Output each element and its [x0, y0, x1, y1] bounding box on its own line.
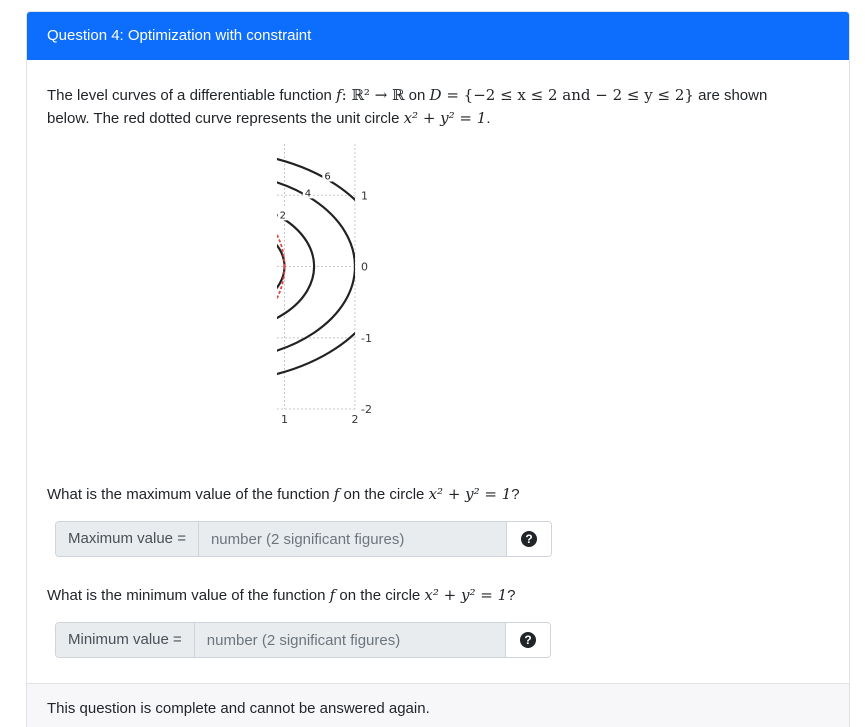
- intro-text-4: below. The red dotted curve represents the unit circle: [47, 110, 404, 127]
- q1-math-eq: x² + y² = 1: [428, 485, 512, 503]
- intro-math-domain: = {−2 ≤ x ≤ 2 and − 2 ≤ y ≤ 2}: [441, 86, 694, 104]
- q2-text-suffix: ?: [507, 587, 516, 604]
- contour-label-4: 4: [304, 188, 312, 200]
- intro-text-3: are shown: [693, 87, 768, 104]
- maximum-value-group: [55, 521, 552, 557]
- question-part-1: [47, 483, 520, 506]
- question-part-2: [47, 584, 515, 607]
- y-tick-label-right: 1: [361, 189, 368, 203]
- minimum-value-group: [55, 622, 551, 658]
- contour-label-2: 2: [279, 210, 287, 222]
- y-tick-label-right: 0: [361, 260, 368, 274]
- x-tick-label-bottom: 2: [351, 413, 359, 426]
- minimum-help-button[interactable]: [505, 623, 550, 657]
- q1-text-middle: on the circle: [339, 486, 429, 503]
- q2-math-f: f: [329, 586, 336, 604]
- intro-text-1: The level curves of a differentiable function: [47, 87, 337, 104]
- intro-math-f: f: [336, 86, 342, 104]
- question-card: [26, 11, 850, 727]
- question-title: Question 4: Optimization with constraint: [27, 12, 849, 60]
- q2-text-prefix: What is the minimum value of the function: [47, 587, 330, 604]
- minimum-value-label: Minimum value =: [56, 623, 195, 657]
- q1-text-suffix: ?: [511, 486, 520, 503]
- contour-label-6: 6: [324, 171, 331, 183]
- contour-level-4: [277, 172, 355, 360]
- q1-math-f: f: [333, 485, 340, 503]
- q2-text-middle: on the circle: [335, 587, 425, 604]
- maximum-value-input[interactable]: [199, 522, 506, 556]
- question-body: [27, 60, 849, 683]
- question-footer: This question is complete and cannot be answered again.: [27, 683, 849, 727]
- intro-math-d: D: [429, 86, 442, 104]
- intro-text-5: .: [486, 110, 491, 127]
- q1-text-prefix: What is the maximum value of the function: [47, 486, 334, 503]
- y-tick-label-right: -2: [361, 403, 372, 416]
- question-intro: [47, 84, 837, 130]
- minimum-value-input[interactable]: [195, 623, 505, 657]
- q2-math-eq: x² + y² = 1: [424, 586, 508, 604]
- y-tick-label-right: -1: [361, 331, 372, 345]
- intro-text-2: on: [404, 87, 430, 104]
- question-mark-icon: ?: [521, 531, 537, 547]
- intro-math-circle: x² + y² = 1: [403, 109, 487, 127]
- intro-math-map: : ℝ² → ℝ: [341, 86, 405, 104]
- maximum-value-label: Maximum value =: [56, 522, 199, 556]
- question-mark-icon: ?: [520, 632, 536, 648]
- x-tick-label-bottom: 1: [281, 413, 288, 426]
- maximum-help-button[interactable]: [506, 522, 551, 556]
- contour-plot: [277, 142, 597, 462]
